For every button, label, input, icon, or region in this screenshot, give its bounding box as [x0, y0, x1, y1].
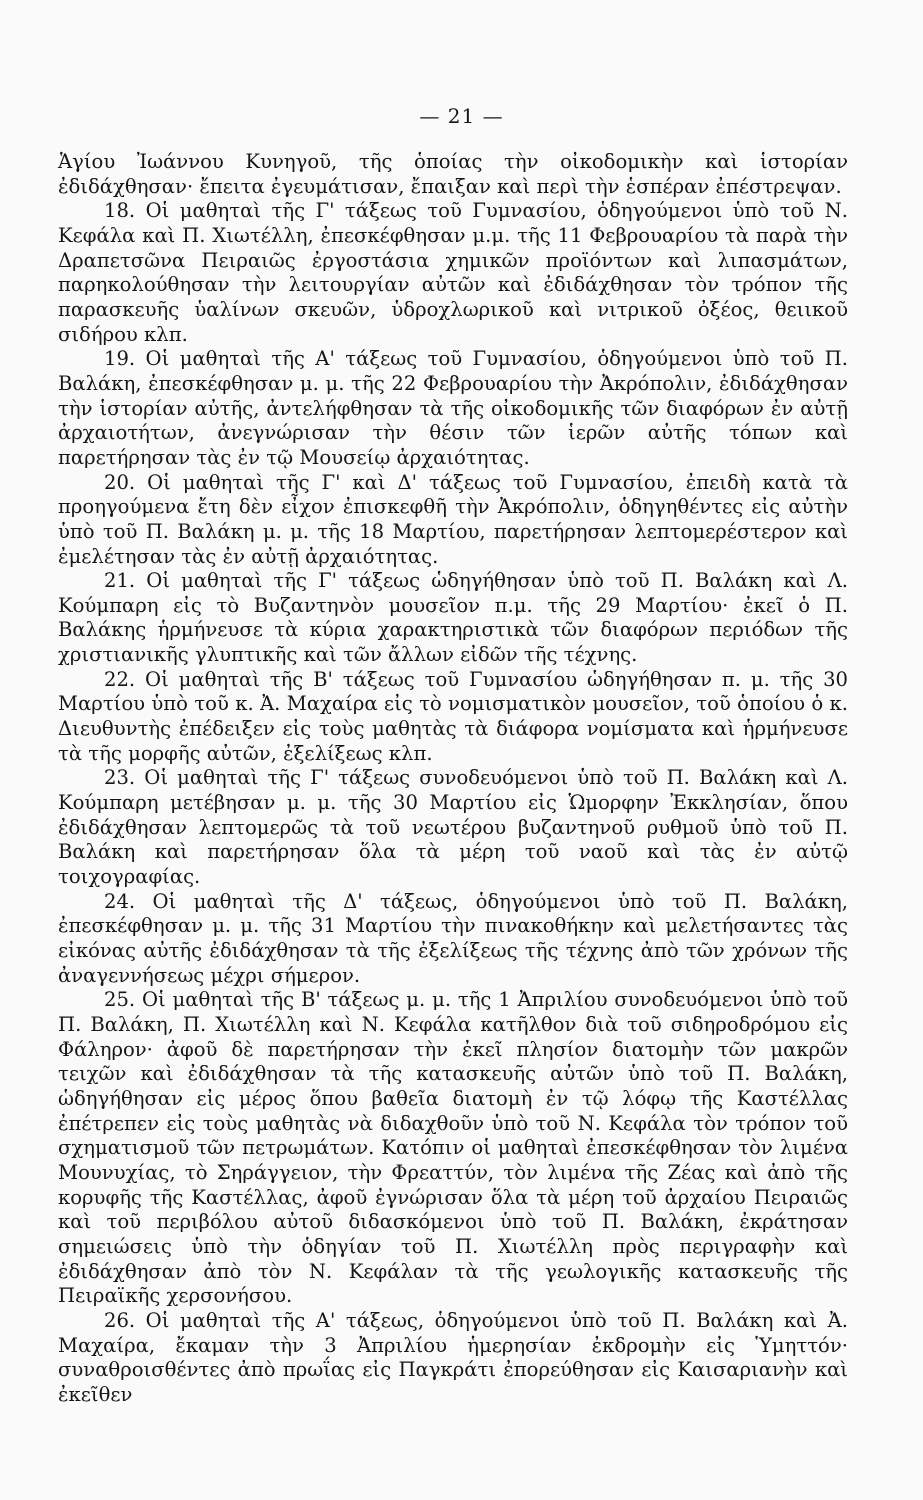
paragraph-item-19: 19. Οἱ μαθηταὶ τῆς Α' τάξεως τοῦ Γυμνασίου, ὁδηγούμενοι ὑπὸ τοῦ Π. Βαλάκη, ἐπεσκέφθησαν μ. μ. τῆς 22 Φεβρουαρίου τὴν Ἀκρόπολιν, ἐδιδάχθησαν τὴν ἱστορίαν αὐτῆς, ἀντελήφθησαν τὰ τῆς οἰκοδομικῆς τῶν διαφόρων ἐν αὐτῇ ἀρχαιοτήτων, ἀνεγνώρισαν τὴν θέσιν τῶν ἱερῶν αὐτῆς τόπων καὶ παρετήρησαν τὰς ἐν τῷ Μουσείῳ ἀρχαιότητας.: [58, 347, 848, 469]
paragraph-item-21: 21. Οἱ μαθηταὶ τῆς Γ' τάξεως ὡδηγήθησαν ὑπὸ τοῦ Π. Βαλάκη καὶ Λ. Κούμπαρη εἰς τὸ Βυζαντηνὸν μουσεῖον π.μ. τῆς 29 Μαρτίου· ἐκεῖ ὁ Π. Βαλάκης ἡρμήνευσε τὰ κύρια χαρακτηριστικὰ τῶν διαφόρων περιόδων τῆς χριστιανικῆς γλυπτικῆς καὶ τῶν ἄλλων εἰδῶν τῆς τέχνης.: [58, 569, 848, 667]
body-text: [58, 150, 848, 1407]
paragraph-item-18: 18. Οἱ μαθηταὶ τῆς Γ' τάξεως τοῦ Γυμνασίου, ὁδηγούμενοι ὑπὸ τοῦ Ν. Κεφάλα καὶ Π. Χιωτέλλη, ἐπεσκέφθησαν μ.μ. τῆς 11 Φεβρουαρίου τὰ παρὰ τὴν Δραπετσῶνα Πειραιῶς ἐργοστάσια χημικῶν προϊόντων καὶ λιπασμάτων, παρηκολούθησαν τὴν λειτουργίαν αὐτῶν καὶ ἐδιδάχθησαν τὸν τρόπον τῆς παρασκευῆς ὑαλίνων σκευῶν, ὑδροχλωρικοῦ καὶ νιτρικοῦ ὀξέος, θειικοῦ σιδήρου κλπ.: [58, 199, 848, 346]
paragraph-continuation: Ἁγίου Ἰωάννου Κυνηγοῦ, τῆς ὁποίας τὴν οἰκοδομικὴν καὶ ἱστορίαν ἐδιδάχθησαν· ἔπειτα ἐγευμάτισαν, ἔπαιξαν καὶ περὶ τὴν ἑσπέραν ἐπέστρεψαν.: [58, 150, 848, 198]
paragraph-item-25: 25. Οἱ μαθηταὶ τῆς Β' τάξεως μ. μ. τῆς 1 Ἀπριλίου συνοδευόμενοι ὑπὸ τοῦ Π. Βαλάκη, Π. Χιωτέλλη καὶ Ν. Κεφάλα κατῆλθον διὰ τοῦ σιδηροδρόμου εἰς Φάληρον· ἀφοῦ δὲ παρετήρησαν τὴν ἐκεῖ πλησίον διατομὴν τῶν μακρῶν τειχῶν καὶ ἐδιδάχθησαν τὰ τῆς κατασκευῆς αὐτῶν ὑπὸ τοῦ Π. Βαλάκη, ὡδηγήθησαν εἰς μέρος ὅπου βαθεῖα διατομὴ ἐν τῷ λόφῳ τῆς Καστέλλας ἐπέτρεπεν εἰς τοὺς μαθητὰς νὰ διδαχθοῦν ὑπὸ τοῦ Ν. Κεφάλα τὸν τρόπον τοῦ σχηματισμοῦ τῶν πετρωμάτων. Κατόπιν οἱ μαθηταὶ ἐπεσκέφθησαν τὸν λιμένα Μουνυχίας, τὸ Σηράγγειον, τὴν Φρεαττύν, τὸν λιμένα τῆς Ζέας καὶ ἀπὸ τῆς κορυφῆς τῆς Καστέλλας, ἀφοῦ ἐγνώρισαν ὅλα τὰ μέρη τοῦ ἀρχαίου Πειραιῶς καὶ τοῦ περιβόλου αὐτοῦ διδασκόμενοι ὑπὸ τοῦ Π. Βαλάκη, ἐκράτησαν σημειώσεις ὑπὸ τὴν ὁδηγίαν τοῦ Π. Χιωτέλλη πρὸς περιγραφὴν καὶ ἐδιδάχθησαν ἀπὸ τὸν Ν. Κεφάλαν τὰ τῆς γεωλογικῆς κατασκευῆς τῆς Πειραϊκῆς χερσονήσου.: [58, 988, 848, 1308]
paragraph-item-22: 22. Οἱ μαθηταὶ τῆς Β' τάξεως τοῦ Γυμνασίου ὡδηγήθησαν π. μ. τῆς 30 Μαρτίου ὑπὸ τοῦ κ. Ἀ. Μαχαίρα εἰς τὸ νομισματικὸν μουσεῖον, τοῦ ὁποίου ὁ κ. Διευθυντὴς ἐπέδειξεν εἰς τοὺς μαθητὰς τὰ διάφορα νομίσματα καὶ ἡρμήνευσε τὰ τῆς μορφῆς αὐτῶν, ἐξελίξεως κλπ.: [58, 667, 848, 765]
page-number: — 21 —: [419, 104, 504, 128]
paragraph-item-23: 23. Οἱ μαθηταὶ τῆς Γ' τάξεως συνοδευόμενοι ὑπὸ τοῦ Π. Βαλάκη καὶ Λ. Κούμπαρη μετέβησαν μ. μ. τῆς 30 Μαρτίου εἰς Ὡμορφην Ἐκκλησίαν, ὅπου ἐδιδάχθησαν λεπτομερῶς τὰ τοῦ νεωτέρου βυζαντηνοῦ ρυθμοῦ ὑπὸ τοῦ Π. Βαλάκη καὶ παρετήρησαν ὅλα τὰ μέρη τοῦ ναοῦ καὶ τὰς ἐν αὐτῷ τοιχογραφίας.: [58, 766, 848, 889]
paragraph-item-20: 20. Οἱ μαθηταὶ τῆς Γ' καὶ Δ' τάξεως τοῦ Γυμνασίου, ἐπειδὴ κατὰ τὰ προηγούμενα ἔτη δὲν εἶχον ἐπισκεφθῆ τὴν Ἀκρόπολιν, ὁδηγηθέντες εἰς αὐτὴν ὑπὸ τοῦ Π. Βαλάκη μ. μ. τῆς 18 Μαρτίου, παρετήρησαν λεπτομερέστερον καὶ ἐμελέτησαν τὰς ἐν αὐτῇ ἀρχαιότητας.: [58, 470, 848, 568]
paragraph-item-26: 26. Οἱ μαθηταὶ τῆς Α' τάξεως, ὁδηγούμενοι ὑπὸ τοῦ Π. Βαλάκη καὶ Ἀ. Μαχαίρα, ἔκαμαν τὴν 3 Ἀπριλίου ἡμερησίαν ἐκδρομὴν εἰς Ὑμηττόν· συναθροισθέντες ἀπὸ πρωΐας εἰς Παγκράτι ἐπορεύθησαν εἰς Καισαριανὴν καὶ ἐκεῖθεν: [58, 1308, 848, 1406]
paragraph-item-24: 24. Οἱ μαθηταὶ τῆς Δ' τάξεως, ὁδηγούμενοι ὑπὸ τοῦ Π. Βαλάκη, ἐπεσκέφθησαν μ. μ. τῆς 31 Μαρτίου τὴν πινακοθήκην καὶ μελετήσαντες τὰς εἰκόνας αὐτῆς ἐδιδάχθησαν τὰ τῆς ἐξελίξεως τῆς τέχνης ἀπὸ τῶν χρόνων τῆς ἀναγεννήσεως μέχρι σήμερον.: [58, 889, 848, 987]
